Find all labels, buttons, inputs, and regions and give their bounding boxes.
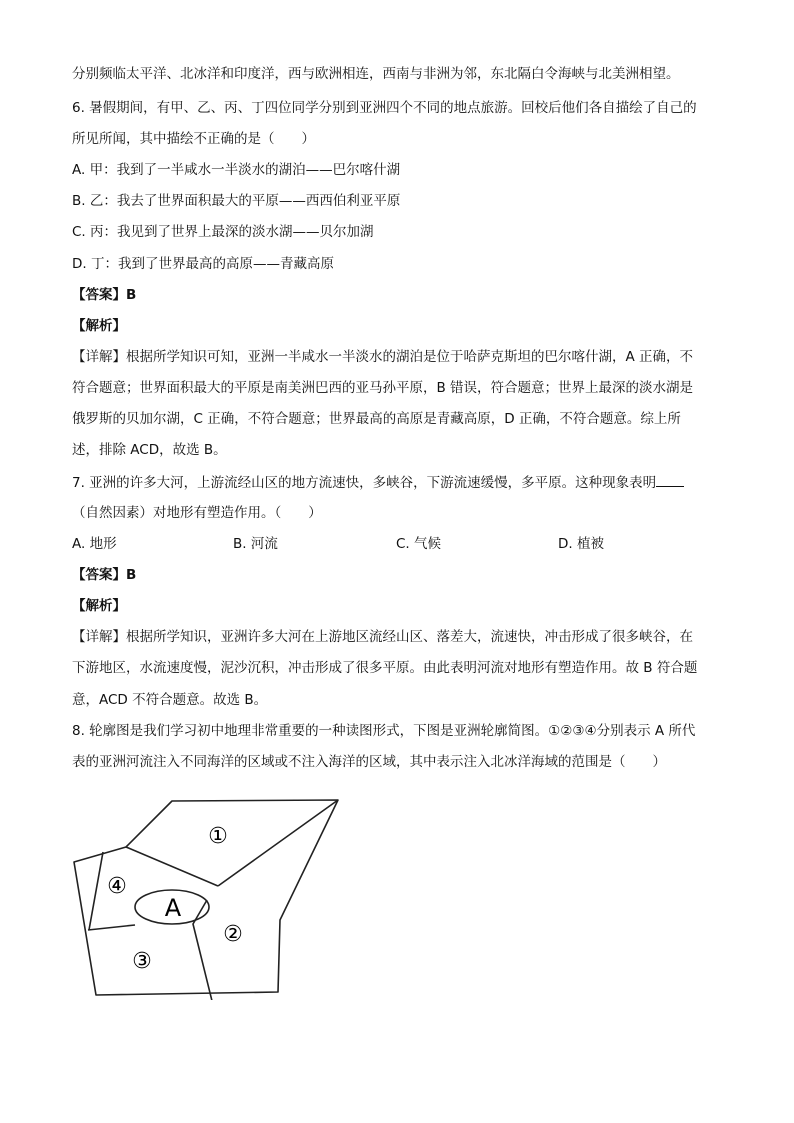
q6-stem-line1: 6. 暑假期间，有甲、乙、丙、丁四位同学分别到亚洲四个不同的地点旅游。回校后他们各自描绘了自己的 [72, 100, 697, 116]
q6-detail-line3: 俄罗斯的贝加尔湖，C 正确，不符合题意；世界最高的高原是青藏高原，D 正确，不符合题意。综上所 [72, 411, 681, 427]
q6-option-c: C. 丙：我见到了世界上最深的淡水湖——贝尔加湖 [72, 224, 374, 240]
q7-detail-line3: 意，ACD 不符合题意。故选 B。 [72, 692, 268, 708]
region-a-label: A [164, 894, 182, 922]
q6-option-d: D. 丁：我到了世界最高的高原——青藏高原 [72, 256, 334, 272]
region-4-label: ④ [107, 874, 127, 899]
q6-detail-line4: 述，排除 ACD，故选 B。 [72, 442, 227, 458]
asia-outline-diagram [60, 790, 360, 1000]
q7-stem-text: 7. 亚洲的许多大河，上游流经山区的地方流速快，多峡谷，下游流速缓慢，多平原。这种现象表明 [72, 475, 657, 491]
q7-analysis-label: 【解析】 [72, 598, 126, 614]
q7-option-b: B. 河流 [233, 536, 278, 552]
q7-detail-line1: 【详解】根据所学知识，亚洲许多大河在上游地区流经山区、落差大，流速快，冲击形成了很多峡谷，在 [72, 629, 693, 645]
divider-north-east [218, 800, 338, 886]
q6-answer: 【答案】B [72, 287, 137, 303]
divider-north-west [126, 847, 218, 886]
q7-stem-line2: （自然因素）对地形有塑造作用。（ ） [72, 505, 322, 521]
q6-option-a: A. 甲：我到了一半咸水一半淡水的湖泊——巴尔喀什湖 [72, 162, 401, 178]
q6-option-b: B. 乙：我去了世界面积最大的平原——西西伯利亚平原 [72, 193, 401, 209]
q8-stem-line2: 表的亚洲河流注入不同海洋的区域或不注入海洋的区域，其中表示注入北冰洋海域的范围是（ ） [72, 754, 666, 770]
q6-detail-line2: 符合题意；世界面积最大的平原是南美洲巴西的亚马孙平原，B 错误，符合题意；世界上最深的淡水湖是 [72, 380, 694, 396]
region-3-label: ③ [132, 949, 152, 974]
divider-south-west [88, 925, 135, 930]
region-2-label: ② [223, 922, 243, 947]
divider-west [89, 852, 103, 930]
q7-stem-line1 [72, 472, 684, 493]
q6-detail-line1: 【详解】根据所学知识可知，亚洲一半咸水一半淡水的湖泊是位于哈萨克斯坦的巴尔喀什湖，A 正确，不 [72, 349, 694, 365]
region-1-label: ① [208, 824, 228, 849]
answer-blank [656, 472, 684, 487]
q6-analysis-label: 【解析】 [72, 318, 126, 334]
q7-option-a: A. 地形 [72, 536, 117, 552]
q7-option-d: D. 植被 [558, 536, 604, 552]
q8-stem-line1: 8. 轮廓图是我们学习初中地理非常重要的一种读图形式，下图是亚洲轮廓简图。①②③④分别表示 A 所代 [72, 723, 696, 739]
q7-option-c: C. 气候 [396, 536, 442, 552]
intro-text: 分别频临太平洋、北冰洋和印度洋，西与欧洲相连，西南与非洲为邻，东北隔白令海峡与北美洲相望。 [72, 66, 680, 82]
q6-stem-line2: 所见所闻，其中描绘不正确的是（ ） [72, 131, 315, 147]
q7-answer: 【答案】B [72, 567, 137, 583]
divider-east [193, 900, 213, 1000]
q7-detail-line2: 下游地区，水流速度慢，泥沙沉积，冲击形成了很多平原。由此表明河流对地形有塑造作用。故 B 符合题 [72, 660, 698, 676]
